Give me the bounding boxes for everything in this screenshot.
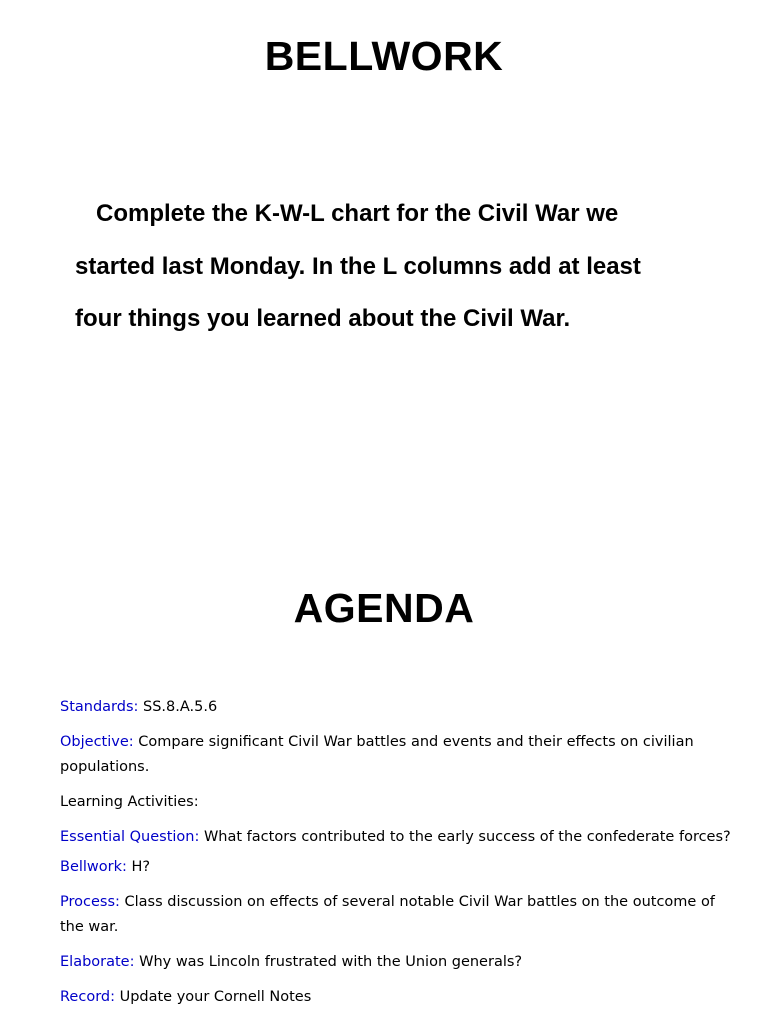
bellwork-prompt-line-1: Complete the K-W-L chart for the Civil War we: [96, 200, 619, 227]
standards-label: Standards:: [60, 699, 139, 715]
bellwork-prompt: [75, 188, 715, 346]
agenda-title: AGENDA: [293, 585, 475, 631]
record-value: Update your Cornell Notes: [114, 989, 312, 1005]
agenda-item-record: [60, 985, 311, 1010]
objective-value: Compare significant Civil War battles and events and their effects on civilian populations.: [60, 734, 694, 775]
agenda-item-process: [60, 890, 720, 940]
bellwork-label: Bellwork:: [60, 859, 127, 875]
agenda-item-essential-question: [60, 825, 731, 850]
objective-label: Objective:: [60, 734, 134, 750]
agenda-item-elaborate: [60, 950, 522, 975]
elaborate-label: Elaborate:: [60, 954, 135, 970]
bellwork-prompt-line-2: started last Monday. In the L columns add at least: [75, 252, 641, 280]
agenda-item-bellwork: [60, 855, 150, 880]
bellwork-title: BELLWORK: [264, 33, 504, 79]
elaborate-value: Why was Lincoln frustrated with the Union generals?: [134, 954, 523, 970]
standards-value: SS.8.A.5.6: [138, 699, 218, 715]
bellwork-prompt-line-3: four things you learned about the Civil War.: [75, 305, 571, 332]
agenda-item-standards: [60, 695, 217, 720]
agenda-item-objective: [60, 730, 720, 780]
record-label: Record:: [60, 989, 115, 1005]
learning-activities-label: Learning Activities:: [60, 794, 199, 810]
bellwork-value: H?: [126, 859, 151, 875]
agenda-item-learning-activities: [60, 790, 199, 815]
process-label: Process:: [60, 894, 120, 910]
process-value: Class discussion on effects of several notable Civil War battles on the outcome of the war.: [60, 894, 715, 935]
essential-question-value: What factors contributed to the early success of the confederate forces?: [199, 829, 731, 845]
essential-question-label: Essential Question:: [60, 829, 200, 845]
